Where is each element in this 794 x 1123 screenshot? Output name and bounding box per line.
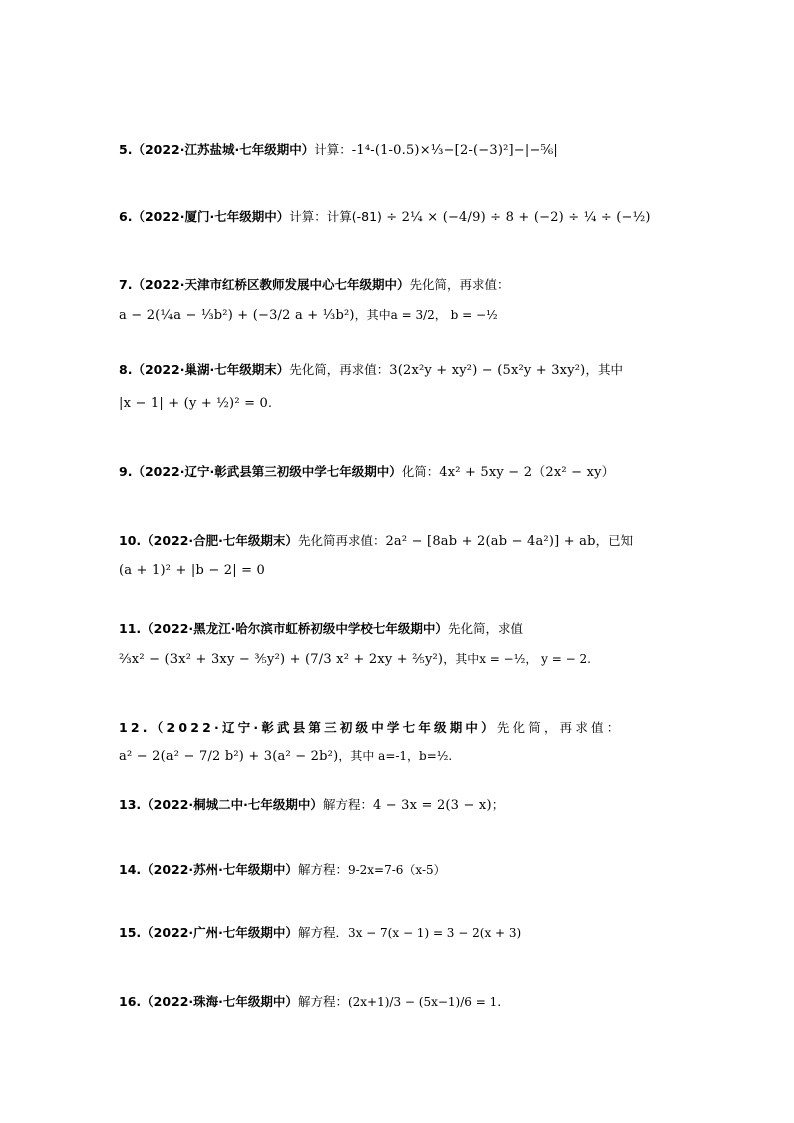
math-expression: 4 − 3x = 2(3 − x) [372, 798, 492, 813]
sentence-end: ； [491, 797, 505, 812]
question-source: 9.（2022·辽宁·彰武县第三初级中学七年级期中） [119, 464, 402, 479]
question-label: 先化简，再求值： [409, 277, 510, 292]
question-source: 7.（2022·天津市红桥区教师发展中心七年级期中） [119, 277, 410, 292]
math-expression: -1⁴-(1-0.5)×⅓−[2-(−3)²]−|−⅚| [351, 143, 558, 158]
question-label: 先化简再求值： [297, 533, 386, 548]
question-label: 解方程： [297, 862, 348, 877]
question-5 [119, 140, 679, 161]
question-12 [119, 718, 679, 767]
condition-label: ，已知 [595, 533, 634, 548]
math-condition: (a + 1)² + |b − 2| = 0 [119, 563, 266, 578]
question-source: 10.（2022·合肥·七年级期末） [119, 533, 298, 548]
question-15 [119, 923, 679, 943]
question-13 [119, 795, 679, 816]
math-expression: (2x+1)/3 − (5x−1)/6 = 1 [347, 995, 498, 1009]
math-expression: a − 2(¼a − ⅓b²) + (−3/2 a + ⅓b²) [119, 308, 355, 323]
question-6 [119, 207, 679, 228]
question-source: 6.（2022·厦门·七年级期中） [119, 209, 290, 224]
question-8 [119, 360, 679, 414]
math-expression: ÷ 2¼ × (−4/9) ÷ 8 + (−2) ÷ ¼ ÷ (−½) [381, 210, 651, 225]
math-condition: |x − 1| + (y + ½)² = 0 [119, 396, 268, 411]
question-source: 11.（2022·黑龙江·哈尔滨市虹桥初级中学校七年级期中） [119, 621, 448, 636]
math-expression: 4x² + 5xy − 2（2x² − xy） [439, 465, 615, 480]
question-10 [119, 531, 679, 581]
question-label: 先化简，再求值： [289, 362, 390, 377]
question-7 [119, 275, 679, 326]
question-label: 计算：计算(-81) [289, 209, 382, 224]
question-source: 16.（2022·珠海·七年级期中） [119, 994, 298, 1009]
condition-label: ，其中 [585, 362, 623, 377]
sentence-end: . [267, 395, 272, 410]
question-label: 先化简，再求值： [496, 720, 623, 735]
sentence-end: . [497, 994, 502, 1009]
question-9 [119, 462, 679, 483]
question-label: 解方程． [297, 925, 348, 940]
math-expression: 3x − 7(x − 1) = 3 − 2(x + 3) [347, 926, 522, 940]
question-16 [119, 992, 679, 1012]
question-source: 8.（2022·巢湖·七年级期末） [119, 362, 290, 377]
question-label: 解方程： [297, 994, 348, 1009]
question-label: 计算： [314, 142, 352, 157]
question-source: 15.（2022·广州·七年级期中） [119, 925, 298, 940]
math-expression: ⅔x² − (3x² + 3xy − ⅗y²) + (7/3 x² + 2xy + ⅖y²) [119, 652, 444, 667]
question-14 [119, 860, 679, 880]
question-11 [119, 619, 679, 670]
math-condition: ，其中a = 3/2， b = −½ [354, 308, 498, 322]
question-label: 化简： [401, 464, 440, 479]
math-expression: 9-2x=7-6（x-5） [347, 863, 446, 877]
question-label: 解方程： [322, 797, 373, 812]
math-condition: ，其中 a=-1，b=½. [338, 749, 453, 763]
math-expression: 2a² − [8ab + 2(ab − 4a²)] + ab [385, 534, 596, 549]
question-source: 14.（2022·苏州·七年级期中） [119, 862, 298, 877]
math-expression: a² − 2(a² − 7/2 b²) + 3(a² − 2b²) [119, 749, 339, 764]
question-source: 5.（2022·江苏盐城·七年级期中） [119, 142, 315, 157]
math-expression: 3(2x²y + xy²) − (5x²y + 3xy²) [389, 363, 586, 378]
question-source: 12.（2022·辽宁·彰武县第三初级中学七年级期中） [119, 720, 497, 735]
question-source: 13.（2022·桐城二中·七年级期中） [119, 797, 323, 812]
math-condition: ，其中x = −½， y = − 2. [443, 652, 591, 666]
question-label: 先化简，求值 [447, 621, 523, 636]
